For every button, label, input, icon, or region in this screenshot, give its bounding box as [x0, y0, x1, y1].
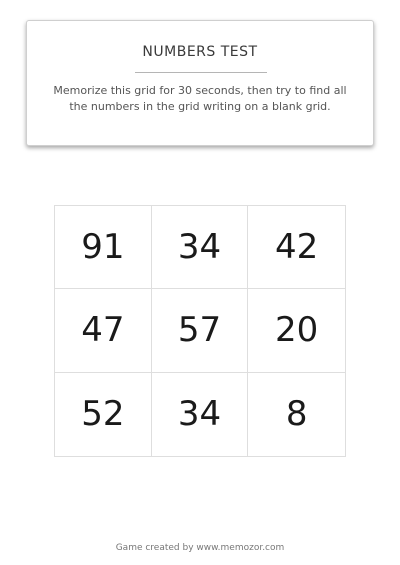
grid-cell: 34 — [152, 206, 249, 289]
grid-cell: 20 — [248, 289, 345, 372]
grid-cell: 57 — [152, 289, 249, 372]
number-grid — [54, 205, 346, 457]
grid-cell: 8 — [285, 394, 308, 435]
page-title: NUMBERS TEST — [142, 44, 258, 60]
grid-cell: 52 — [55, 373, 152, 456]
grid-cell: 47 — [55, 289, 152, 372]
footer-credit: Game created by www.memozor.com — [115, 543, 285, 553]
instructions-text: Memorize this grid for 30 seconds, then try to find all the numbers in the grid writing on a blank grid. — [53, 84, 347, 113]
grid-cell: 42 — [248, 206, 345, 289]
title-divider — [135, 72, 267, 73]
grid-cell: 34 — [152, 373, 249, 456]
instructions-card — [26, 20, 374, 146]
grid-cell: 91 — [55, 206, 152, 289]
